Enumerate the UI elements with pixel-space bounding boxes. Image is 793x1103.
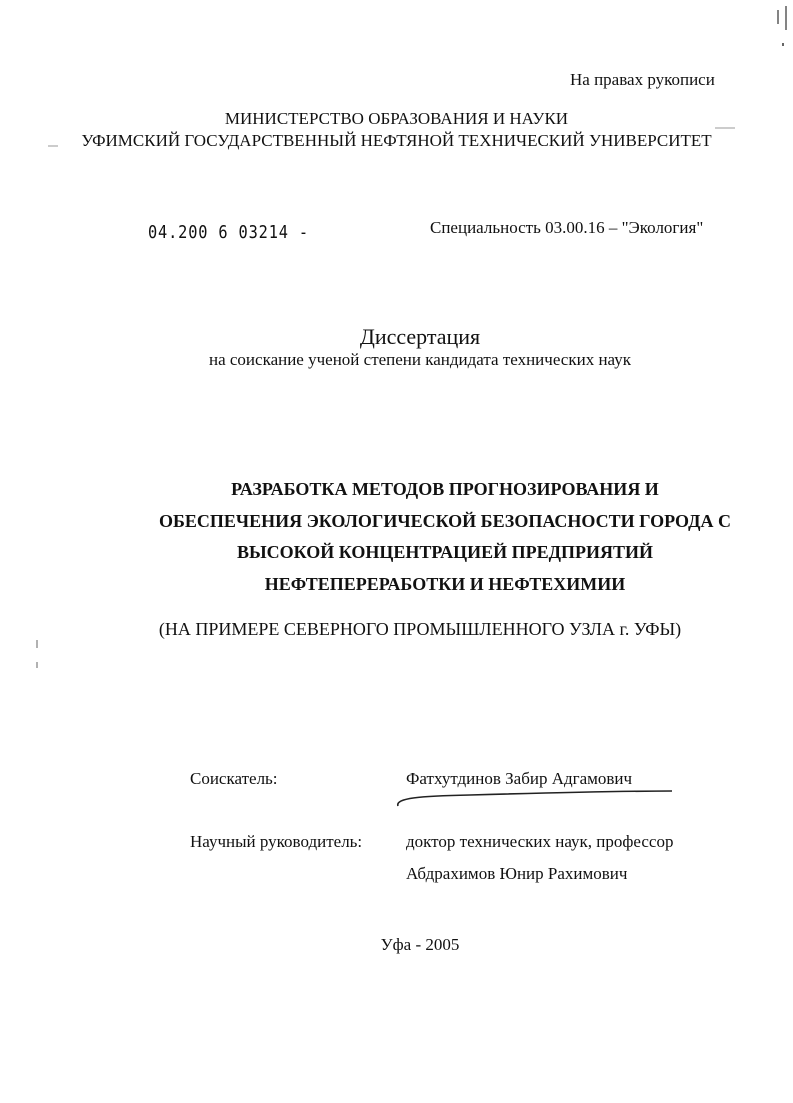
- rights-notice: На правах рукописи: [570, 70, 715, 89]
- thesis-title-line: НЕФТЕПЕРЕРАБОТКИ И НЕФТЕХИМИИ: [264, 573, 626, 594]
- specialty: Специальность 03.00.16 – "Экология": [430, 218, 704, 237]
- document-type: Диссертация: [359, 324, 481, 349]
- thesis-example: (НА ПРИМЕРЕ СЕВЕРНОГО ПРОМЫШЛЕННОГО УЗЛА г. УФЫ): [158, 619, 682, 639]
- scan-mark: [778, 6, 786, 30]
- city-year: Уфа - 2005: [380, 935, 460, 954]
- thesis-title-line: ВЫСОКОЙ КОНЦЕНТРАЦИЕЙ ПРЕДПРИЯТИЙ: [237, 542, 653, 562]
- applicant-label: Соискатель:: [190, 769, 278, 788]
- thesis-title-line: РАЗРАБОТКА МЕТОДОВ ПРОГНОЗИРОВАНИЯ И: [231, 479, 659, 499]
- applicant-name: Фатхутдинов Забир Адгамович: [406, 769, 633, 788]
- degree-subtitle: на соискание ученой степени кандидата технических наук: [208, 350, 631, 369]
- supervisor-degree: доктор технических наук, профессор: [406, 832, 674, 851]
- university-name: УФИМСКИЙ ГОСУДАРСТВЕННЫЙ НЕФТЯНОЙ ТЕХНИЧЕСКИЙ УНИВЕРСИТЕТ: [81, 131, 712, 150]
- ministry-name: МИНИСТЕРСТВО ОБРАЗОВАНИЯ И НАУКИ: [224, 109, 569, 128]
- supervisor-label: Научный руководитель:: [190, 832, 363, 851]
- supervisor-name: Абдрахимов Юнир Рахимович: [406, 864, 628, 883]
- thesis-title-line: ОБЕСПЕЧЕНИЯ ЭКОЛОГИЧЕСКОЙ БЕЗОПАСНОСТИ ГОРОДА С: [158, 510, 732, 531]
- archive-stamp: 04.200 6 03214 -: [148, 222, 309, 243]
